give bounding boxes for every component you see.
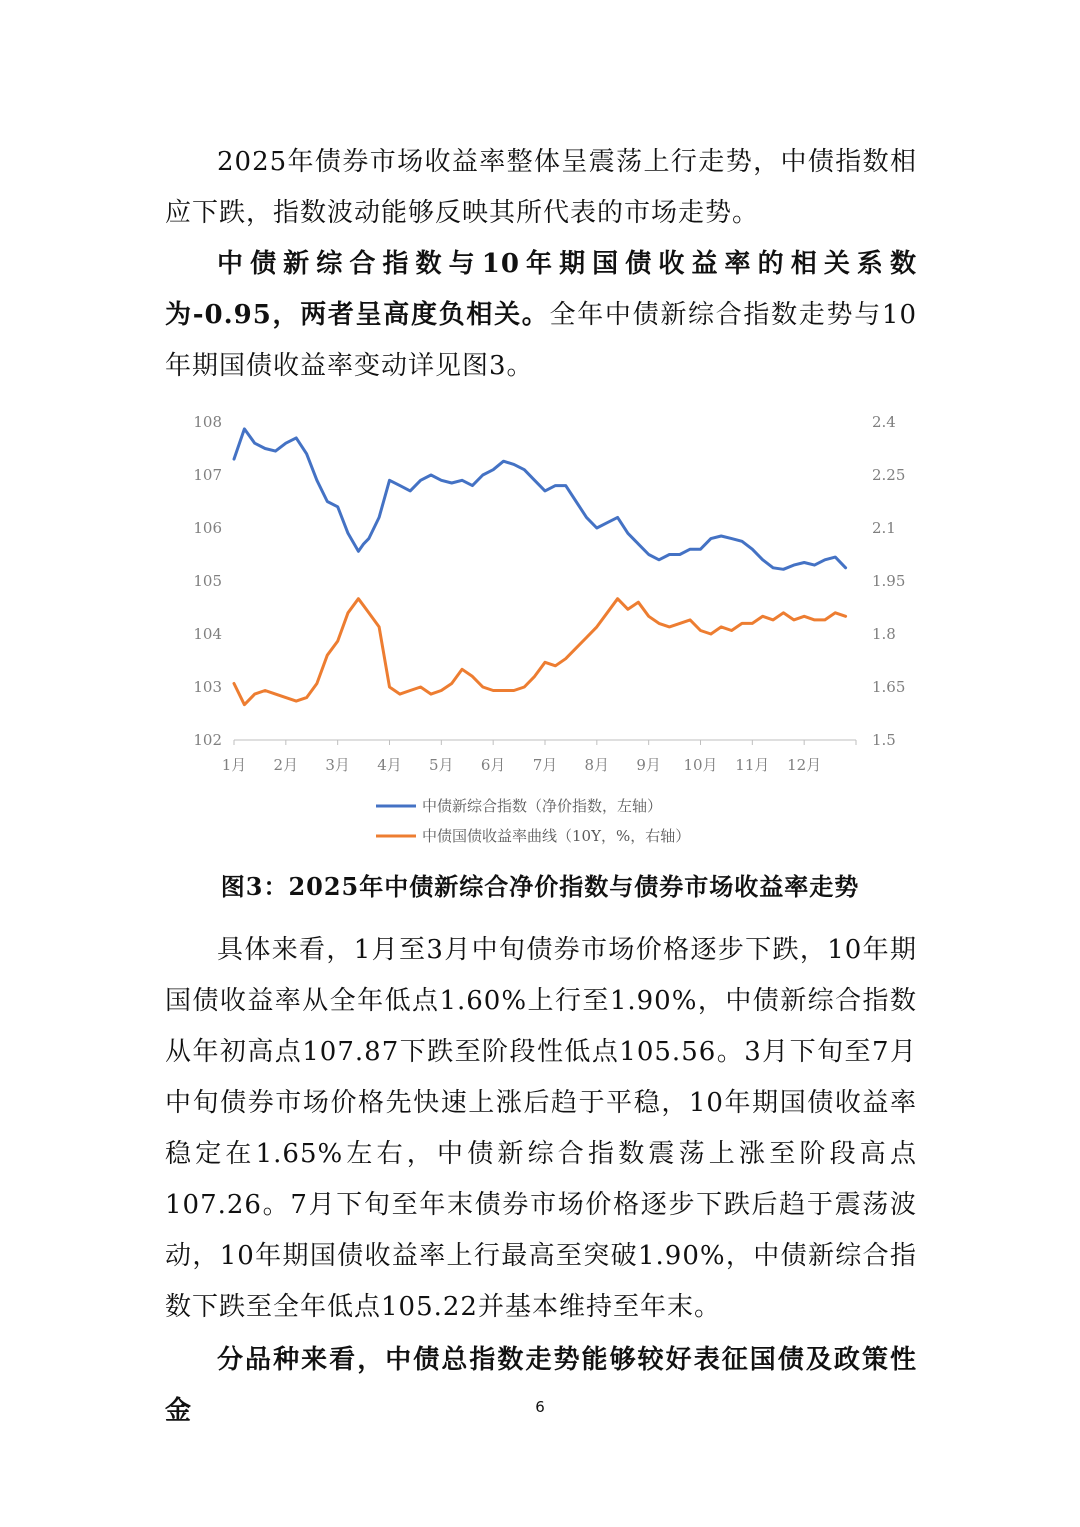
y-left-tick-label: 107	[193, 466, 222, 484]
chart-axes	[193, 413, 905, 774]
y-left-tick-label: 104	[193, 625, 222, 643]
line-chart	[180, 400, 920, 860]
y-right-tick-label: 1.5	[872, 731, 896, 749]
paragraph-detail	[165, 925, 917, 1333]
paragraph-correlation	[165, 239, 917, 392]
x-tick-label: 8月	[584, 756, 610, 774]
paragraph-varieties-text: 分品种来看，中债总指数走势能够较好表征国债及政策性金	[165, 1345, 917, 1426]
x-tick-label: 5月	[429, 756, 454, 774]
paragraph-intro	[165, 137, 917, 239]
y-left-tick-label: 108	[193, 413, 222, 431]
series-line-10y-yield	[234, 599, 846, 705]
y-right-tick-label: 2.4	[872, 413, 896, 431]
x-tick-label: 6月	[480, 756, 506, 774]
figure-caption: 图3：2025年中债新综合净价指数与债券市场收益率走势	[220, 872, 860, 901]
page-number: 6	[535, 1398, 545, 1416]
x-tick-label: 7月	[532, 756, 558, 774]
x-tick-label: 10月	[683, 756, 718, 774]
correlation-bold-text: 中债新综合指数与10年期国债收益率的相关系数为-0.95，两者呈高度负相关。	[165, 249, 917, 330]
y-right-tick-label: 2.1	[872, 519, 896, 537]
y-right-tick-label: 1.65	[872, 678, 906, 696]
chart-legend	[376, 797, 690, 845]
x-tick-label: 12月	[787, 756, 822, 774]
legend-label: 中债国债收益率曲线（10Y，%，右轴）	[422, 827, 691, 845]
y-left-tick-label: 105	[193, 572, 222, 590]
y-right-tick-label: 1.95	[872, 572, 906, 590]
paragraph-intro-text: 2025年债券市场收益率整体呈震荡上行走势，中债指数相应下跌，指数波动能够反映其所代表的市场走势。	[165, 147, 917, 228]
y-left-tick-label: 102	[193, 731, 222, 749]
correlation-rest-text: 全年中债新综合指数走势与10年期国债收益率变动详见图3。	[165, 300, 917, 381]
paragraph-varieties	[165, 1335, 917, 1437]
y-left-tick-label: 103	[193, 678, 222, 696]
x-tick-label: 2月	[273, 756, 299, 774]
x-tick-label: 4月	[377, 756, 402, 774]
y-left-tick-label: 106	[193, 519, 222, 537]
y-right-tick-label: 2.25	[872, 466, 906, 484]
chart-series	[234, 429, 846, 705]
series-line-composite-index	[234, 429, 846, 569]
x-tick-label: 9月	[636, 756, 661, 774]
paragraph-detail-text: 具体来看，1月至3月中旬债券市场价格逐步下跌，10年期国债收益率从全年低点1.60%上行至1.90%，中债新综合指数从年初高点107.87下跌至阶段性低点105.56。3月下旬至7月中旬债券市场价格先快速上涨后趋于平稳，10年期国债收益率稳定在1.65%左右，中债新综合指数震荡上涨至阶段高点107.26。7月下旬至年末债券市场价格逐步下跌后趋于震荡波动，10年期国债收益率上行最高至突破1.90%，中债新综合指数下跌至全年低点105.22并基本维持至年末。	[165, 935, 917, 1322]
x-tick-label: 1月	[221, 756, 247, 774]
legend-label: 中债新综合指数（净价指数，左轴）	[422, 797, 663, 815]
x-tick-label: 11月	[735, 756, 770, 774]
y-right-tick-label: 1.8	[872, 625, 896, 643]
x-tick-label: 3月	[325, 756, 350, 774]
